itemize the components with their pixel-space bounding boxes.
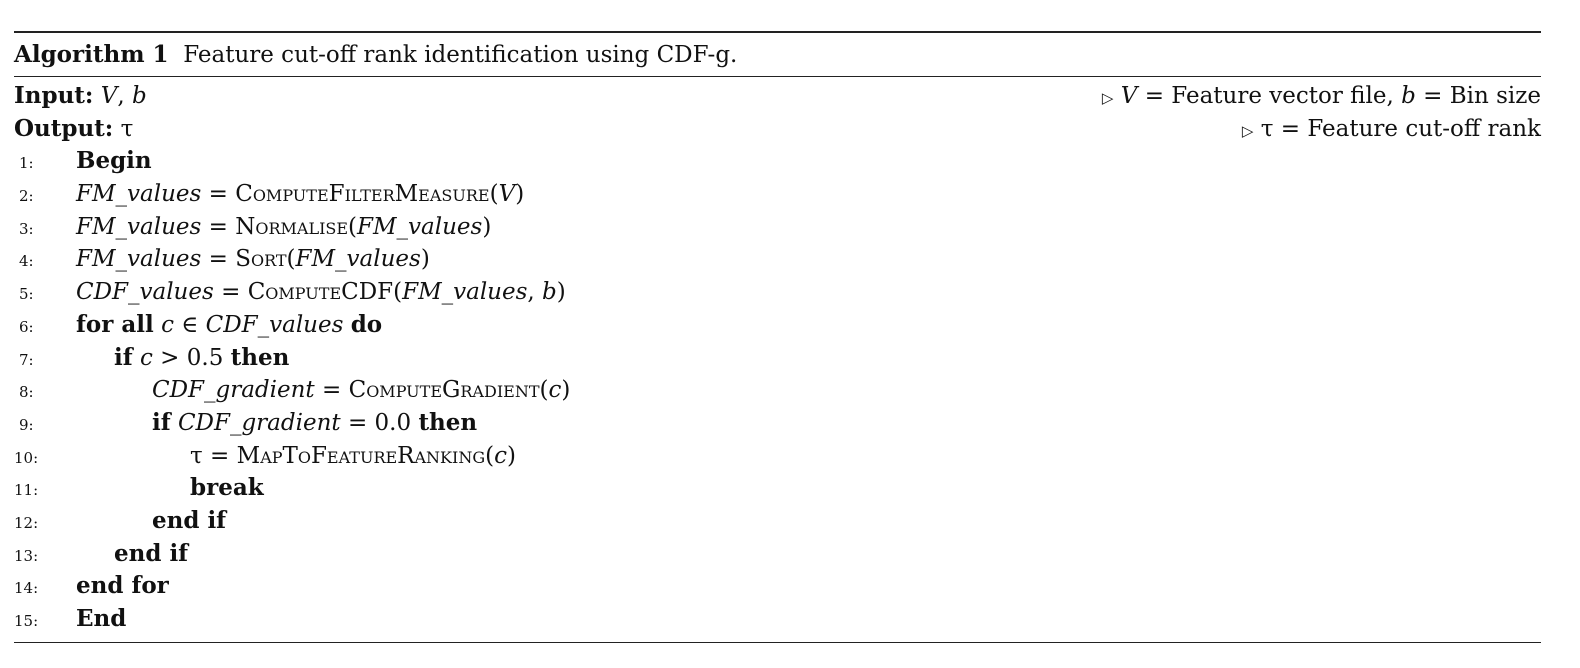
var-b: b [542, 279, 557, 306]
algo-line-5 [14, 276, 1541, 309]
paren-close: ) [515, 181, 525, 208]
equals: = [202, 442, 237, 469]
var-fm-values: FM_values [357, 213, 483, 240]
equals: = [201, 246, 236, 273]
paren-open: ( [286, 246, 296, 273]
algorithm-caption: Feature cut-off rank identification using CDF-g. [183, 42, 738, 68]
input-comment-b: b [1401, 83, 1416, 109]
input-var-v: V [100, 83, 118, 109]
algo-line-13 [14, 538, 1541, 571]
comment-marker-icon: ▷ [1101, 89, 1114, 107]
output-keyword: Output: [14, 114, 114, 142]
algo-line-11 [14, 472, 1541, 505]
comma: , [527, 279, 543, 306]
var-cdf-gradient: CDF_gradient [152, 377, 315, 404]
output-row [14, 113, 1541, 146]
greater-than: > [152, 344, 187, 371]
input-spec [14, 80, 147, 113]
var-c: c [548, 377, 562, 404]
output-var-tau: τ [120, 115, 134, 142]
input-keyword: Input: [14, 82, 94, 109]
paren-open: ( [539, 377, 549, 404]
paren-open: ( [485, 442, 495, 469]
paren-close: ) [556, 279, 566, 306]
line-number: 1: [19, 154, 34, 173]
func-compute-gradient: ComputeGradient [348, 377, 540, 404]
keyword-then: then [230, 343, 290, 371]
keyword-for-all: for all [76, 310, 154, 338]
algo-line-3 [14, 211, 1541, 244]
input-sep: , [117, 83, 132, 109]
algo-line-10 [14, 440, 1541, 473]
var-fm-values: FM_values [76, 181, 202, 208]
paren-close: ) [482, 213, 492, 240]
input-var-b: b [131, 83, 147, 109]
var-c: c [494, 442, 507, 469]
algo-line-1 [14, 145, 1541, 178]
line-number: 2: [19, 187, 34, 206]
keyword-end: End [76, 605, 127, 632]
equals: = [314, 377, 349, 404]
zero-value: 0.0 [374, 409, 412, 436]
line-number: 15: [14, 612, 39, 630]
input-comment-mid: = Feature vector file, [1137, 83, 1402, 109]
paren-open: ( [348, 213, 358, 240]
threshold-value: 0.5 [186, 344, 224, 371]
input-row [14, 80, 1541, 113]
algo-line-14 [14, 570, 1541, 603]
input-comment-end: = Bin size [1415, 83, 1541, 109]
algo-line-12 [14, 505, 1541, 538]
algorithm-label: Algorithm 1 [14, 41, 169, 68]
keyword-break: break [190, 474, 264, 502]
algo-line-2 [14, 178, 1541, 211]
algo-line-8 [14, 374, 1541, 407]
algo-line-15 [14, 603, 1541, 636]
line-number: 6: [19, 317, 34, 336]
line-number: 7: [19, 350, 34, 369]
var-c: c [161, 311, 174, 338]
algo-line-9 [14, 407, 1541, 440]
line-number: 12: [14, 513, 39, 532]
line-number: 10: [14, 448, 39, 467]
keyword-end-if: end if [114, 539, 189, 567]
var-v: V [498, 181, 516, 208]
comment-marker-icon: ▷ [1241, 121, 1254, 140]
var-c: c [139, 344, 153, 371]
output-spec [14, 113, 133, 146]
line-number: 8: [19, 383, 34, 402]
func-compute-filter-measure: ComputeFilterMeasure [235, 181, 490, 208]
input-comment [1102, 80, 1541, 113]
equals: = [201, 181, 236, 208]
var-fm-values: FM_values [402, 279, 528, 306]
line-number: 3: [19, 219, 34, 238]
line-number: 5: [19, 285, 34, 304]
equals: = [340, 409, 375, 436]
algorithm-caption-row [14, 33, 1541, 77]
algo-line-4 [14, 243, 1541, 276]
output-comment [1242, 113, 1541, 146]
output-comment-text: τ = Feature cut-off rank [1260, 115, 1541, 142]
keyword-then: then [418, 408, 478, 436]
var-cdf-gradient: CDF_gradient [177, 409, 341, 436]
keyword-end-for: end for [76, 572, 169, 600]
algo-line-7 [14, 342, 1541, 375]
func-sort: Sort [235, 246, 287, 273]
paren-close: ) [506, 442, 516, 469]
input-comment-v: V [1120, 83, 1138, 109]
func-map-to-feature-ranking: MapToFeatureRanking [236, 442, 486, 469]
line-number: 4: [19, 252, 34, 271]
elem-of: ∈ [173, 311, 206, 338]
line-number: 14: [14, 579, 39, 598]
line-number: 9: [19, 415, 34, 434]
algorithm-box [14, 31, 1541, 643]
algorithm-body [14, 77, 1541, 642]
paren-open: ( [489, 181, 499, 208]
var-cdf-values: CDF_values [205, 311, 344, 338]
algo-line-6 [14, 309, 1541, 342]
var-fm-values: FM_values [76, 213, 202, 240]
line-number: 11: [14, 481, 39, 500]
paren-close: ) [561, 377, 571, 404]
var-fm-values: FM_values [76, 246, 202, 273]
var-cdf-values: CDF_values [76, 279, 214, 306]
keyword-begin: Begin [76, 147, 152, 175]
paren-open: ( [393, 279, 403, 306]
line-number: 13: [14, 546, 39, 565]
equals: = [201, 213, 236, 240]
keyword-if: if [114, 343, 133, 371]
keyword-end-if: end if [152, 506, 227, 534]
func-normalise: Normalise [235, 213, 349, 240]
keyword-if: if [152, 408, 171, 436]
keyword-do: do [350, 310, 383, 338]
var-fm-values: FM_values [295, 246, 421, 273]
var-tau: τ [190, 442, 203, 469]
equals: = [213, 279, 248, 306]
func-compute-cdf: ComputeCDF [247, 279, 394, 306]
paren-close: ) [420, 246, 430, 273]
